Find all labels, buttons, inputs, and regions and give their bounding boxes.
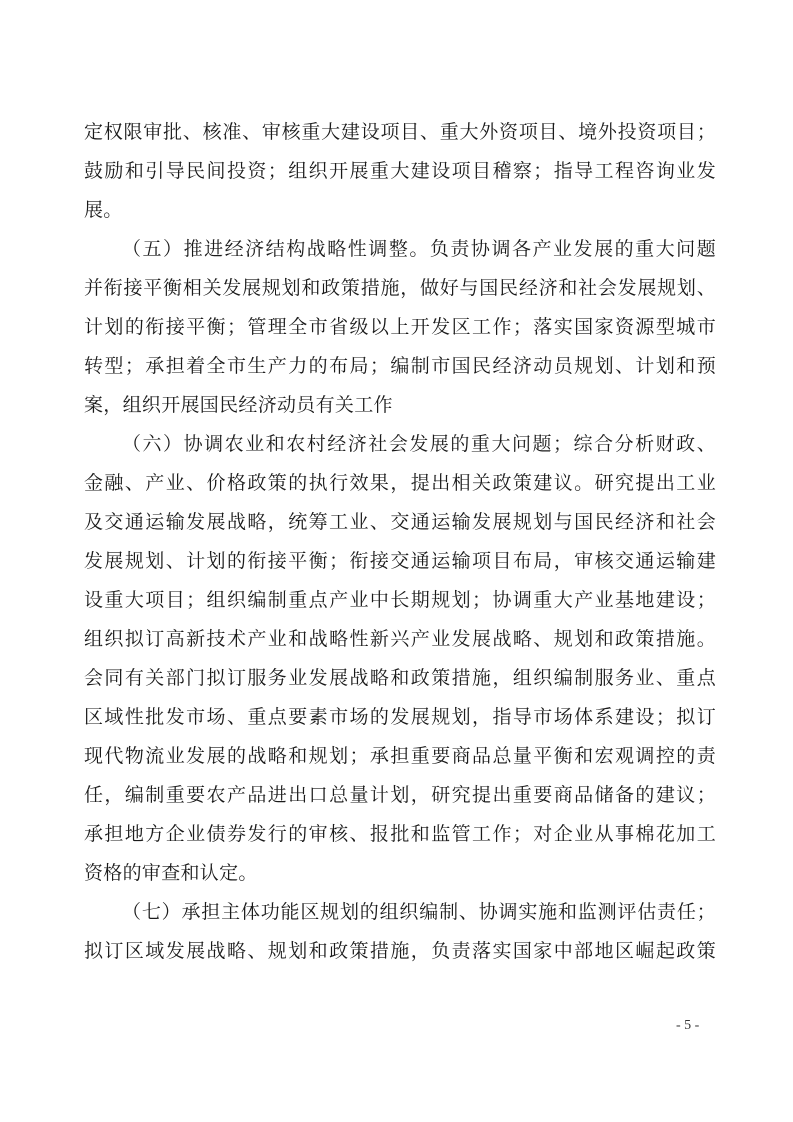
text-line: 金融、产业、价格政策的执行效果，提出相关政策建议。研究提出工业	[84, 472, 716, 494]
body-text	[84, 113, 716, 971]
text-line: 及交通运输发展战略，统筹工业、交通运输发展规划与国民经济和社会	[84, 511, 716, 533]
text-line: 案，组织开展国民经济动员有关工作	[84, 394, 393, 416]
text-line: 任，编制重要农产品进出口总量计划，研究提出重要商品储备的建议；	[84, 784, 716, 806]
text-line: 定权限审批、核准、审核重大建设项目、重大外资项目、境外投资项目；	[84, 121, 716, 143]
section-six-heading-line: （六）协调农业和农村经济社会发展的重大问题；综合分析财政、	[122, 433, 716, 455]
text-line: 发展规划、计划的衔接平衡；衔接交通运输项目布局，审核交通运输建	[84, 550, 716, 572]
text-line: 组织拟订高新技术产业和战略性新兴产业发展战略、规划和政策措施。	[84, 628, 716, 650]
text-line: 区域性批发市场、重点要素市场的发展规划，指导市场体系建设；拟订	[84, 706, 716, 728]
section-five-heading-line: （五）推进经济结构战略性调整。负责协调各产业发展的重大问题	[122, 238, 716, 260]
text-line: 资格的审查和认定。	[84, 862, 258, 884]
text-line: 展。	[84, 199, 123, 221]
text-line: 转型；承担着全市生产力的布局；编制市国民经济动员规划、计划和预	[84, 355, 716, 377]
text-line: 会同有关部门拟订服务业发展战略和政策措施，组织编制服务业、重点	[84, 667, 716, 689]
text-line: 计划的衔接平衡；管理全市省级以上开发区工作；落实国家资源型城市	[84, 316, 716, 338]
text-line: 设重大项目；组织编制重点产业中长期规划；协调重大产业基地建设；	[84, 589, 716, 611]
text-line: 拟订区域发展战略、规划和政策措施，负责落实国家中部地区崛起政策	[84, 940, 716, 962]
page-number: - 5 -	[676, 1018, 700, 1033]
text-line: 承担地方企业债券发行的审核、报批和监管工作；对企业从事棉花加工	[84, 823, 716, 845]
text-line: 鼓励和引导民间投资；组织开展重大建设项目稽察；指导工程咨询业发	[84, 160, 716, 182]
text-line: 并衔接平衡相关发展规划和政策措施，做好与国民经济和社会发展规划、	[84, 277, 716, 299]
section-seven-heading-line: （七）承担主体功能区规划的组织编制、协调实施和监测评估责任；	[122, 901, 716, 923]
text-line: 现代物流业发展的战略和规划；承担重要商品总量平衡和宏观调控的责	[84, 745, 716, 767]
